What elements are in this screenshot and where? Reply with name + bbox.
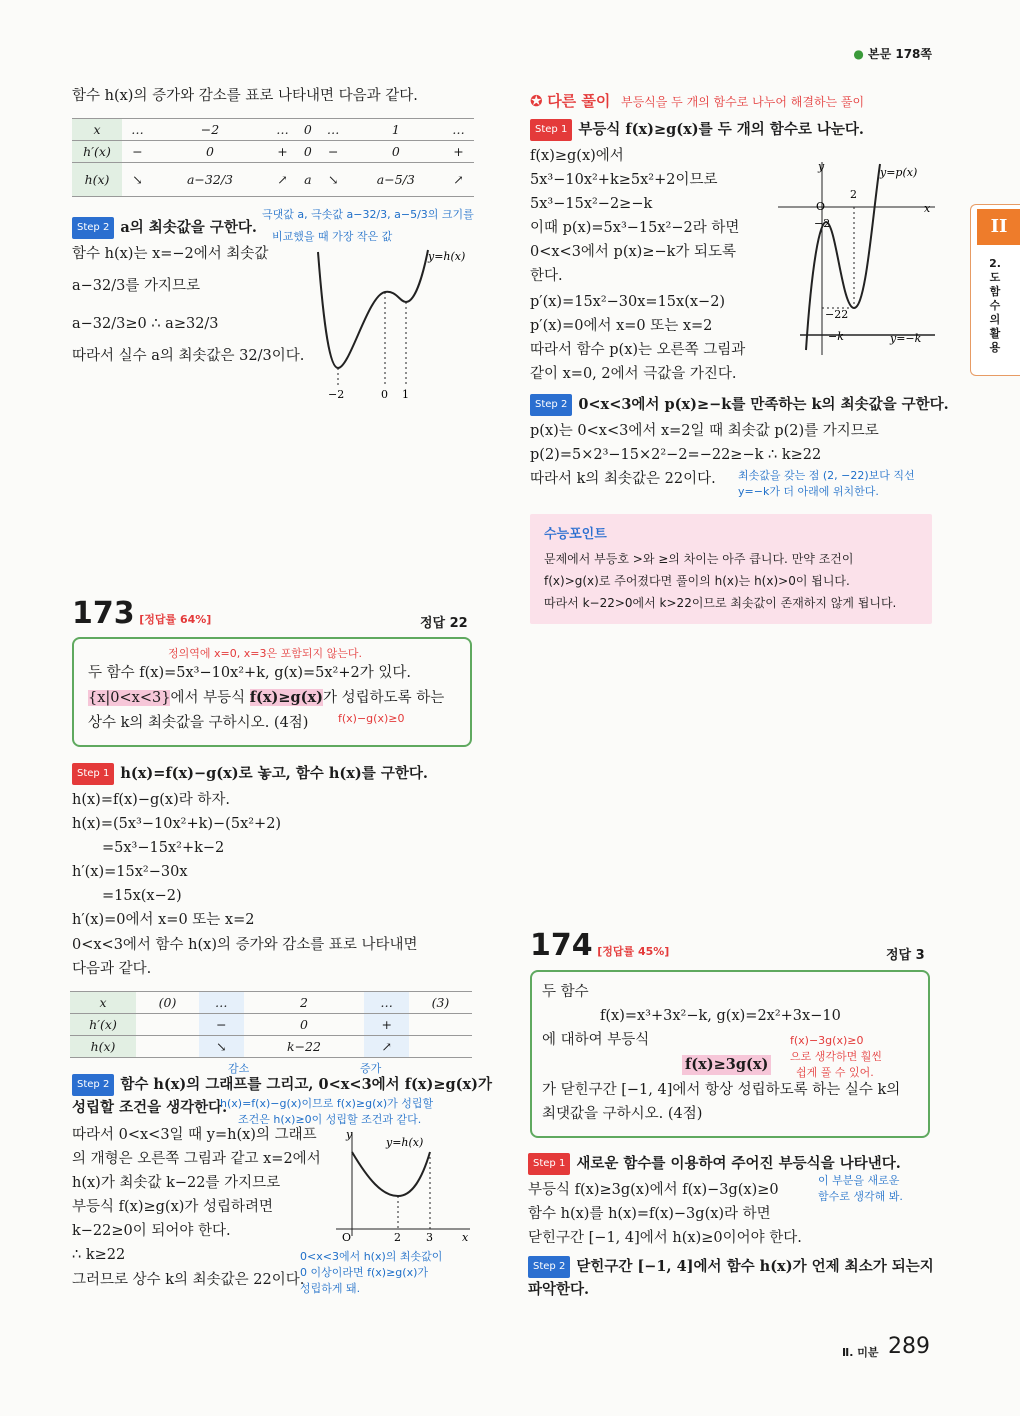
svg-text:y=−k: y=−k [890, 332, 922, 345]
p173-q-line-1: 두 함수 f(x)=5x³−10x²+k, g(x)=5x²+2가 있다. [88, 665, 411, 681]
graph-label: y=h(x) [428, 250, 466, 263]
svg-text:0: 0 [381, 388, 388, 401]
p174-line-1: 부등식 f(x)≥3g(x)에서 f(x)−3g(x)≥0 [528, 1182, 779, 1198]
right-step2-note-1: 최솟값을 갖는 점 (2, −22)보다 직선 [738, 469, 915, 482]
svg-text:−k: −k [828, 330, 844, 343]
page-number: 289 [888, 1334, 930, 1359]
p174-side-note-1: 이 부분을 새로운 [818, 1174, 900, 1187]
right-line-6: 한다. [530, 268, 563, 284]
chapter-section: 2. 도 함 수 의 활 용 [989, 257, 1001, 354]
p173-step2-note-2: 조건은 h(x)≥0이 성립할 조건과 같다. [238, 1113, 422, 1126]
right-line-2: 5x³−10x²+k≥5x²+2이므로 [530, 172, 718, 188]
p173-step2-title-b: 성립할 조건을 생각한다. [72, 1099, 228, 1116]
p174-note-3: 쉽게 풀 수 있어. [796, 1066, 874, 1079]
correct-rate-174: [정답률 45%] [597, 945, 670, 958]
p173-step2-line-6: ∴ k≥22 [72, 1247, 126, 1263]
p173-note-bottom-2: 0 이상이라면 f(x)≥g(x)가 [300, 1266, 429, 1279]
right-step2-line-3: 따라서 k의 최솟값은 22이다. [530, 471, 716, 487]
p174-q-line-3: 에 대하여 부등식 [542, 1032, 650, 1048]
right-line-9: 따라서 함수 p(x)는 오른쪽 그림과 [530, 342, 746, 358]
p173-note-domain: 정의역에 x=0, x=3은 포함되지 않는다. [168, 647, 362, 660]
svg-text:2: 2 [850, 188, 857, 201]
svg-text:−2: −2 [328, 388, 345, 401]
svg-text:1: 1 [402, 388, 409, 401]
p173-line-7: 0<x<3에서 함수 h(x)의 증가와 감소를 표로 나타내면 [72, 937, 418, 953]
p174-q-line-2: f(x)=x³+3x²−k, g(x)=2x²+3x−10 [600, 1008, 841, 1024]
svg-text:3: 3 [426, 1231, 433, 1244]
p173-line-8: 다음과 같다. [72, 961, 152, 977]
p173-line-5: =15x(x−2) [102, 888, 182, 904]
point-box [530, 514, 932, 624]
p173-step1-badge: Step 1 [72, 763, 114, 785]
right-step1: Step 1 부등식 f(x)≥g(x)를 두 개의 함수로 나눈다. [530, 119, 864, 141]
p174-q-line-5: 가 닫힌구간 [−1, 4]에서 항상 성립하도록 하는 실수 k의 [542, 1082, 901, 1098]
problem-number-174: 174 [530, 928, 593, 963]
p174-step2: Step 2 닫힌구간 [−1, 4]에서 함수 h(x)가 언제 최소가 되는지 [528, 1256, 934, 1278]
circle-icon: ● [853, 47, 864, 61]
svg-text:y=h(x): y=h(x) [386, 1136, 424, 1149]
svg-text:x: x [462, 1231, 469, 1244]
under-increase: 증가 [360, 1062, 382, 1075]
p174-q-line-1: 두 함수 [542, 984, 589, 1000]
p174-q-line-4: f(x)≥3g(x) [682, 1055, 771, 1075]
right-line-7: p′(x)=15x²−30x=15x(x−2) [530, 294, 726, 310]
p173-step2-line-7: 그러므로 상수 k의 최솟값은 22이다. [72, 1272, 305, 1288]
right-step2: Step 2 0<x<3에서 p(x)≥−k를 만족하는 k의 최솟값을 구한다. [530, 394, 949, 416]
p173-header [72, 596, 211, 631]
p173-q-line-3: 상수 k의 최솟값을 구하시오. (4점) [88, 715, 309, 731]
graph-h-quartic [300, 240, 480, 410]
p173-step2-note-1: h(x)=f(x)−g(x)이므로 f(x)≥g(x)가 성립할 [220, 1097, 434, 1110]
right-line-1: f(x)≥g(x)에서 [530, 148, 624, 164]
p173-line-2: h(x)=(5x³−10x²+k)−(5x²+2) [72, 816, 282, 832]
p173-step2-line-1: 따라서 0<x<3일 때 y=h(x)의 그래프 [72, 1127, 317, 1143]
chapter-tab[interactable] [970, 204, 1020, 376]
right-step2-note-2: y=−k가 더 아래에 위치한다. [738, 485, 879, 498]
p173-note-ineq: f(x)−g(x)≥0 [338, 712, 405, 725]
svg-text:O: O [816, 200, 826, 213]
svg-text:O: O [342, 1231, 352, 1244]
step1-badge: Step 1 [530, 119, 572, 141]
correct-rate: [정답률 64%] [139, 613, 212, 626]
p173-line-1: h(x)=f(x)−g(x)라 하자. [72, 792, 230, 808]
p173-q-line-2: {x|0<x<3}에서 부등식 f(x)≥g(x)가 성립하도록 하는 [88, 689, 445, 706]
p174-step1-badge: Step 1 [528, 1153, 570, 1175]
p174-line-2: 함수 h(x)를 h(x)=f(x)−3g(x)라 하면 [528, 1206, 771, 1222]
p173-note-bottom-1: 0<x<3에서 h(x)의 최솟값이 [300, 1250, 443, 1263]
p173-step2: Step 2 함수 h(x)의 그래프를 그리고, 0<x<3에서 f(x)≥g(x)가 [72, 1074, 492, 1096]
left-note-1: 극댓값 a, 극솟값 a−32/3, a−5/3의 크기를 [262, 208, 474, 221]
left-line-3: a−32/3≥0 ∴ a≥32/3 [72, 316, 219, 332]
right-line-10: 같이 x=0, 2에서 극값을 가진다. [530, 366, 737, 382]
p173-step2-line-4: 부등식 f(x)≥g(x)가 성립하려면 [72, 1199, 274, 1215]
svg-text:−22: −22 [825, 308, 849, 321]
right-step2-line-2: p(2)=5×2³−15×2²−2=−22≥−k ∴ k≥22 [530, 447, 822, 463]
p173-step2-line-5: k−22≥0이 되어야 한다. [72, 1223, 231, 1239]
p174-step1: Step 1 새로운 함수를 이용하여 주어진 부등식을 나타낸다. [528, 1153, 901, 1175]
p173-step1: Step 1 h(x)=f(x)−g(x)로 놓고, 함수 h(x)를 구한다. [72, 763, 428, 785]
alt-solution-header: ✪ 다른 풀이 부등식을 두 개의 함수로 나누어 해결하는 풀이 [530, 92, 865, 110]
p174-q-line-6: 최댓값을 구하시오. (4점) [542, 1106, 703, 1122]
step2-badge: Step 2 [72, 217, 114, 239]
h-curve-2 [352, 1152, 430, 1196]
right-line-3: 5x³−15x²−2≥−k [530, 196, 653, 212]
left-intro: 함수 h(x)의 증가와 감소를 표로 나타내면 다음과 같다. [72, 88, 418, 104]
under-decrease: 감소 [228, 1062, 250, 1075]
left-step2: Step 2 a의 최솟값을 구한다. [72, 217, 257, 239]
graph-p-cubic [770, 150, 950, 360]
p173-answer: 정답 22 [420, 616, 468, 631]
page-ref: ● 본문 178쪽 [853, 47, 932, 61]
svg-text:y: y [346, 1128, 353, 1141]
svg-text:x: x [924, 202, 931, 215]
svg-text:y=p(x): y=p(x) [880, 166, 918, 179]
chapter-roman: II [977, 209, 1020, 245]
p173-line-4: h′(x)=15x²−30x [72, 864, 188, 880]
variation-table-2: x (0) … 2 … (3) h′(x) − 0 + h(x) ↘ k−22 ↗ [70, 991, 472, 1058]
problem-number: 173 [72, 596, 135, 631]
left-line-2: a−32/3를 가지므로 [72, 278, 200, 294]
p174-note-1: f(x)−3g(x)≥0 [790, 1034, 864, 1047]
right-step2-line-1: p(x)는 0<x<3에서 x=2일 때 최솟값 p(2)를 가지므로 [530, 423, 879, 439]
svg-text:−2: −2 [814, 217, 831, 230]
right-line-8: p′(x)=0에서 x=0 또는 x=2 [530, 318, 713, 334]
left-line-4: 따라서 실수 a의 최솟값은 32/3이다. [72, 348, 305, 364]
p173-step2-line-3: h(x)가 최솟값 k−22를 가지므로 [72, 1175, 281, 1191]
step2-badge-right: Step 2 [530, 394, 572, 416]
left-note-2: 비교했을 때 가장 작은 값 [272, 230, 393, 243]
svg-text:y: y [818, 160, 825, 173]
p174-step2-badge: Step 2 [528, 1256, 570, 1278]
p174-header [530, 928, 669, 963]
p173-step2-badge: Step 2 [72, 1074, 114, 1096]
footer-chapter: Ⅱ. 미분 [842, 1346, 879, 1359]
p173-step2-line-2: 의 개형은 오른쪽 그림과 같고 x=2에서 [72, 1151, 321, 1167]
p173-line-3: =5x³−15x²+k−2 [102, 840, 225, 856]
h-curve [318, 250, 428, 368]
left-line-1: 함수 h(x)는 x=−2에서 최솟값 [72, 246, 269, 262]
right-line-5: 0<x<3에서 p(x)≥−k가 되도록 [530, 244, 737, 260]
svg-text:2: 2 [394, 1231, 401, 1244]
point-line-2: f(x)>g(x)로 주어졌다면 풀이의 h(x)는 h(x)>0이 됩니다. [544, 574, 850, 588]
p-curve [806, 164, 880, 350]
point-line-1: 문제에서 부등호 >와 ≥의 차이는 아주 큽니다. 만약 조건이 [544, 552, 854, 566]
p174-side-note-2: 함수로 생각해 봐. [818, 1190, 903, 1203]
graph-h-cubic [330, 1124, 475, 1244]
p174-step2-title-b: 파악한다. [528, 1281, 590, 1298]
p174-note-2: 으로 생각하면 훨씬 [790, 1050, 883, 1063]
star-icon: ✪ [530, 92, 543, 110]
point-line-3: 따라서 k−22>0에서 k>22이므로 최솟값이 존재하지 않게 됩니다. [544, 596, 897, 610]
p173-note-bottom-3: 성립하게 돼. [300, 1282, 361, 1295]
p173-line-6: h′(x)=0에서 x=0 또는 x=2 [72, 912, 255, 928]
p174-line-3: 닫힌구간 [−1, 4]에서 h(x)≥0이어야 한다. [528, 1230, 802, 1246]
point-title: 수능포인트 [544, 527, 607, 542]
p174-answer: 정답 3 [886, 948, 925, 963]
variation-table-1: x … −2 … 0 … 1 … h′(x) − 0 + 0 − 0 + h(x) ↘ a−32/3 ↗ a ↘ a−5/3 ↗ [72, 118, 474, 197]
right-line-4: 이때 p(x)=5x³−15x²−2라 하면 [530, 220, 740, 236]
